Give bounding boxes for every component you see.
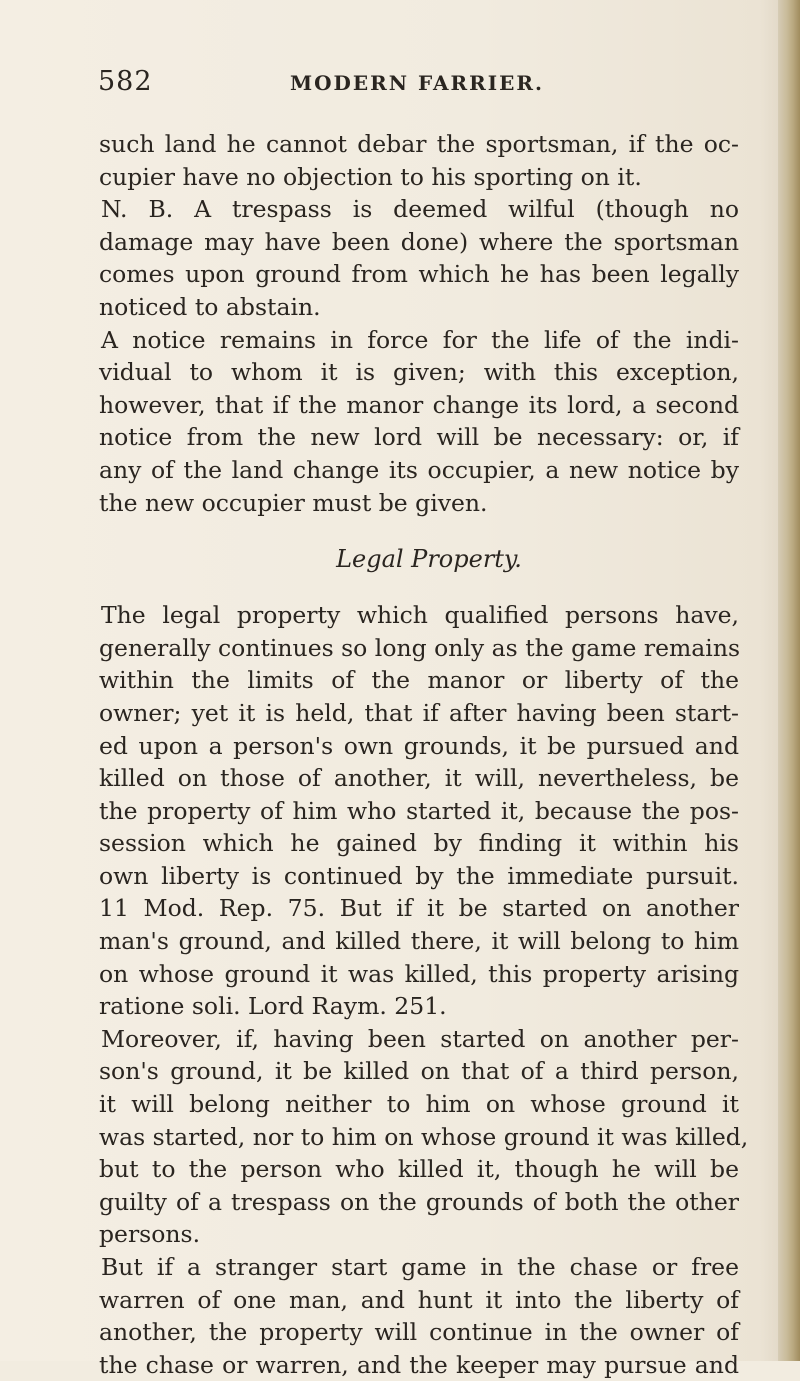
text-line: Moreover, if, having been started on another per- [101, 1024, 739, 1053]
text-line: the chase or warren, and the keeper may pursue and [99, 1350, 739, 1379]
text-line: the property of him who started it, because the pos- [99, 796, 739, 825]
text-line: another, the property will continue in the owner of [99, 1318, 739, 1347]
text-line: 11 Mod. Rep. 75. But if it be started on another [99, 894, 739, 923]
text-line: A notice remains in force for the life of the indi- [101, 325, 739, 354]
text-line: on whose ground it was killed, this property arising [99, 959, 739, 988]
text-line: guilty of a trespass on the grounds of both the other [99, 1187, 739, 1216]
running-title: MODERN FARRIER. [290, 71, 544, 95]
text-line: ed upon a person's own grounds, it be pursued and [99, 731, 739, 760]
text-line: however, that if the manor change its lord, a second [99, 390, 739, 419]
text-line: within the limits of the manor or liberty of the [99, 666, 739, 695]
text-line: cupier have no objection to his sporting on it. [99, 162, 642, 191]
text-line: own liberty is continued by the immediate pursuit. [99, 861, 739, 890]
page-body [99, 128, 749, 1381]
text-line: son's ground, it be killed on that of a third person, [99, 1057, 739, 1086]
text-line: warren of one man, and hunt it into the liberty of [99, 1285, 739, 1314]
text-line: persons. [99, 1220, 201, 1249]
text-line: damage may have been done) where the sportsman [99, 227, 739, 256]
text-line: killed on those of another, it will, nevertheless, be [99, 764, 739, 793]
text-line: any of the land change its occupier, a new notice by [99, 455, 739, 484]
text-line: was started, nor to him on whose ground it was killed, [99, 1122, 749, 1151]
text-line: comes upon ground from which he has been legally [99, 260, 739, 289]
text-line: ratione soli. Lord Raym. 251. [99, 992, 447, 1021]
text-line: notice from the new lord will be necessary: or, if [99, 423, 739, 452]
text-line: the new occupier must be given. [99, 488, 488, 517]
text-line: generally continues so long only as the game remains [99, 633, 741, 662]
page-edge [778, 0, 800, 1361]
text-line: session which he gained by finding it within his [99, 829, 739, 858]
text-line: owner; yet it is held, that if after having been start- [99, 698, 739, 727]
page-number: 582 [98, 66, 153, 97]
section-heading: Legal Property. [336, 545, 522, 574]
text-line: The legal property which qualified persons have, [101, 601, 739, 630]
text-line: N. B. A trespass is deemed wilful (though no [101, 195, 739, 224]
text-line: man's ground, and killed there, it will belong to him [99, 927, 739, 956]
page-header [98, 66, 698, 106]
text-line: such land he cannot debar the sportsman, if the oc- [99, 130, 739, 158]
text-line: But if a stranger start game in the chase or free [101, 1253, 739, 1281]
text-line: noticed to abstain. [99, 292, 321, 321]
text-line: vidual to whom it is given; with this exception, [99, 358, 739, 387]
text-line: it will belong neither to him on whose ground it [99, 1090, 739, 1119]
text-line: but to the person who killed it, though he will be [99, 1155, 739, 1184]
